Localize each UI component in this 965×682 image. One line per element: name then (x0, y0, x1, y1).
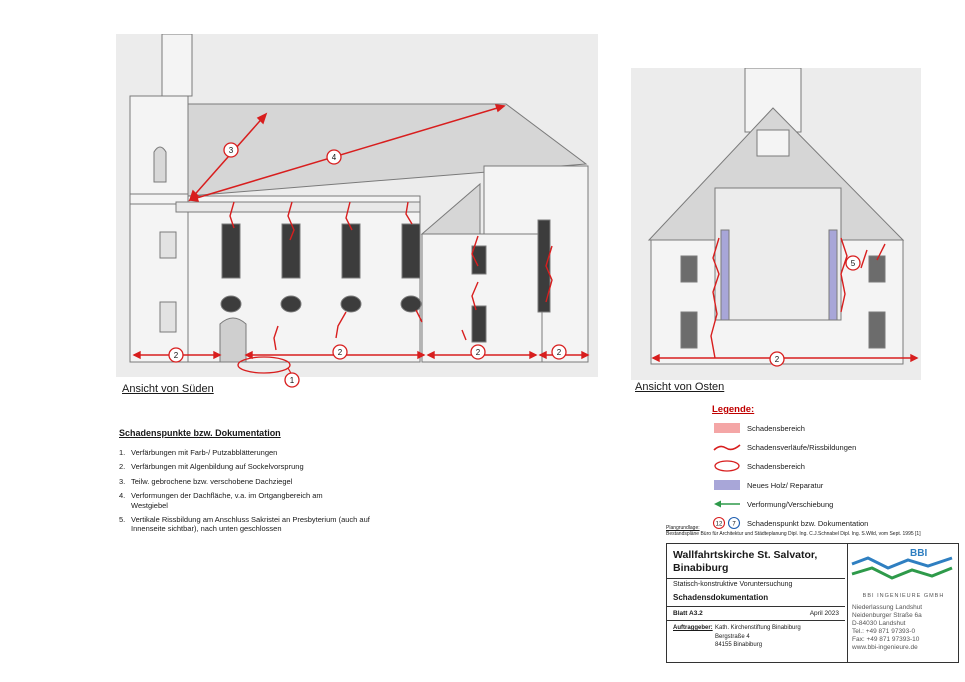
company-name: BBI INGENIEURE GMBH (862, 593, 945, 599)
legend (712, 404, 932, 535)
svg-text:2: 2 (337, 348, 343, 357)
lavender-fill-box-icon (712, 478, 742, 492)
damage-item: 4. Verformungen der Dachfläche, v.a. im Ortgangbereich am Westgiebel (119, 491, 323, 510)
legend-item-cracks: Schadensverläufe/Rissbildungen (712, 440, 932, 454)
damage-points-section (119, 428, 419, 539)
damage-item: 1. Verfärbungen mit Farb-/ Putzabblätterungen (119, 448, 278, 457)
document-title: Schadensdokumentation (667, 590, 845, 607)
svg-text:2: 2 (556, 348, 562, 357)
planning-basis: Plangrundlage: Bestandspläne Büro für Architektur und Städteplanung Dipl. Ing. C.J.Schnabel Dipl. Ing. S.Wild, vom Sept. 1995 [1] (666, 525, 921, 537)
damage-points-title: Schadenspunkte bzw. Dokumentation (119, 428, 281, 438)
damage-item: 3. Teilw. gebrochene bzw. verschobene Dachziegel (119, 476, 293, 486)
svg-text:1: 1 (289, 376, 295, 385)
sheet-number: Blatt A3.2 (673, 610, 703, 617)
legend-item-damage-cloud: Schadensbereich (712, 459, 932, 473)
company-address: Niederlassung Landshut Neidenburger Straße 6a D-84030 Landshut Tel.: +49 871 97393-0 Fax: +49 871 97393-10 www.bbi-ingenieure.de (852, 604, 923, 651)
bbi-logo (848, 544, 959, 590)
east-view-caption: Ansicht von Osten (635, 381, 725, 393)
pink-fill-box-icon (712, 421, 742, 435)
damage-item: 2. Verfärbungen mit Algenbildung auf Sockelvorsprung (119, 462, 304, 472)
east-marker-5 (846, 256, 860, 270)
legend-item-deformation: Verformung/Verschiebung (712, 497, 932, 511)
south-view-caption: Ansicht von Süden (122, 383, 214, 395)
client-block: Auftraggeber: Kath. Kirchenstiftung Binabiburg Bergstraße 4 84155 Binabiburg (673, 625, 801, 648)
legend-item-new-wood: Neues Holz/ Reparatur (712, 478, 932, 492)
svg-text:3: 3 (228, 146, 234, 155)
company-block (847, 544, 959, 662)
sheet-date: April 2023 (809, 610, 839, 617)
svg-text:BBI: BBI (910, 548, 928, 559)
damage-points-list (119, 448, 419, 534)
legend-title: Legende: (712, 404, 755, 415)
svg-text:12: 12 (715, 521, 723, 528)
svg-text:7: 7 (732, 521, 736, 528)
svg-text:2: 2 (774, 355, 780, 364)
red-cloud-outline-icon (712, 459, 742, 473)
svg-text:2: 2 (475, 348, 481, 357)
title-block-info (667, 544, 845, 662)
study-title: Statisch-konstruktive Voruntersuchung (673, 581, 793, 588)
green-arrow-icon (712, 497, 742, 511)
red-crack-line-icon (712, 440, 742, 454)
project-title: Wallfahrtskirche St. Salvator, Binabiburg (667, 544, 845, 579)
east-marker-2 (770, 352, 784, 366)
title-block (666, 543, 959, 663)
svg-text:2: 2 (173, 351, 179, 360)
legend-item-damage-point: 12 7 Schadenspunkt bzw. Dokumentation (712, 516, 932, 530)
svg-text:4: 4 (331, 153, 337, 162)
damage-item: 5. Vertikale Rissbildung am Anschluss Sakristei an Presbyterium (auch auf Innenseite sichtbar), nach unten geschlossen (119, 514, 370, 534)
svg-text:5: 5 (850, 259, 856, 268)
legend-item-damage-area: Schadensbereich (712, 421, 932, 435)
sheet-row (667, 607, 845, 621)
